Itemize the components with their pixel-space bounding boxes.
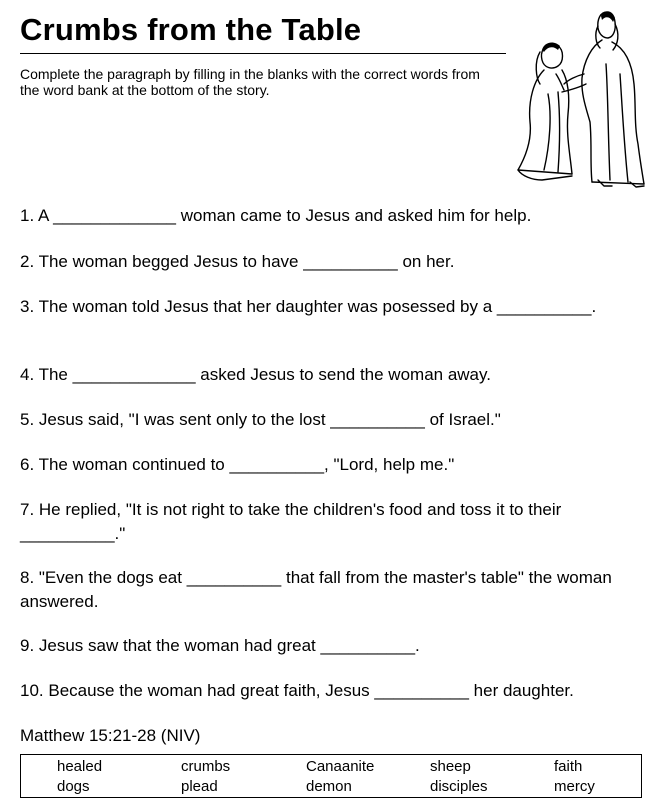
question-7: 7. He replied, "It is not right to take the children's food and toss it to their __________." [20, 500, 562, 543]
question-6: 6. The woman continued to __________, "Lord, help me." [20, 455, 455, 474]
title-underline [20, 53, 506, 54]
scripture-reference: Matthew 15:21-28 (NIV) [20, 726, 201, 745]
word-bank-item: faith [554, 758, 583, 775]
question-8: 8. "Even the dogs eat __________ that fall from the master's table" the woman answered. [20, 568, 612, 611]
word-bank-item: plead [181, 778, 218, 795]
word-bank-item: disciples [430, 778, 488, 795]
word-bank [20, 754, 642, 798]
page-title: Crumbs from the Table [20, 12, 362, 47]
word-bank-item: Canaanite [306, 758, 375, 775]
word-bank-item: mercy [554, 778, 595, 795]
word-bank-item: dogs [57, 778, 90, 795]
question-3: 3. The woman told Jesus that her daughter was posessed by a __________. [20, 297, 597, 316]
word-bank-item: crumbs [181, 758, 231, 775]
instructions: Complete the paragraph by filling in the blanks with the correct words from the word bank at the bottom of the story. [20, 66, 480, 98]
word-bank-item: healed [57, 758, 103, 775]
question-1: 1. A _____________ woman came to Jesus and asked him for help. [20, 206, 532, 225]
question-4: 4. The _____________ asked Jesus to send the woman away. [20, 365, 491, 384]
question-10: 10. Because the woman had great faith, Jesus __________ her daughter. [20, 681, 574, 700]
jesus-woman-illustration [512, 4, 650, 188]
question-9: 9. Jesus saw that the woman had great __________. [20, 636, 420, 655]
word-bank-item: demon [306, 778, 352, 795]
word-bank-row [21, 778, 641, 798]
question-5: 5. Jesus said, "I was sent only to the lost __________ of Israel." [20, 410, 501, 429]
word-bank-item: sheep [430, 758, 471, 775]
question-2: 2. The woman begged Jesus to have __________ on her. [20, 252, 455, 271]
word-bank-row [21, 758, 641, 778]
